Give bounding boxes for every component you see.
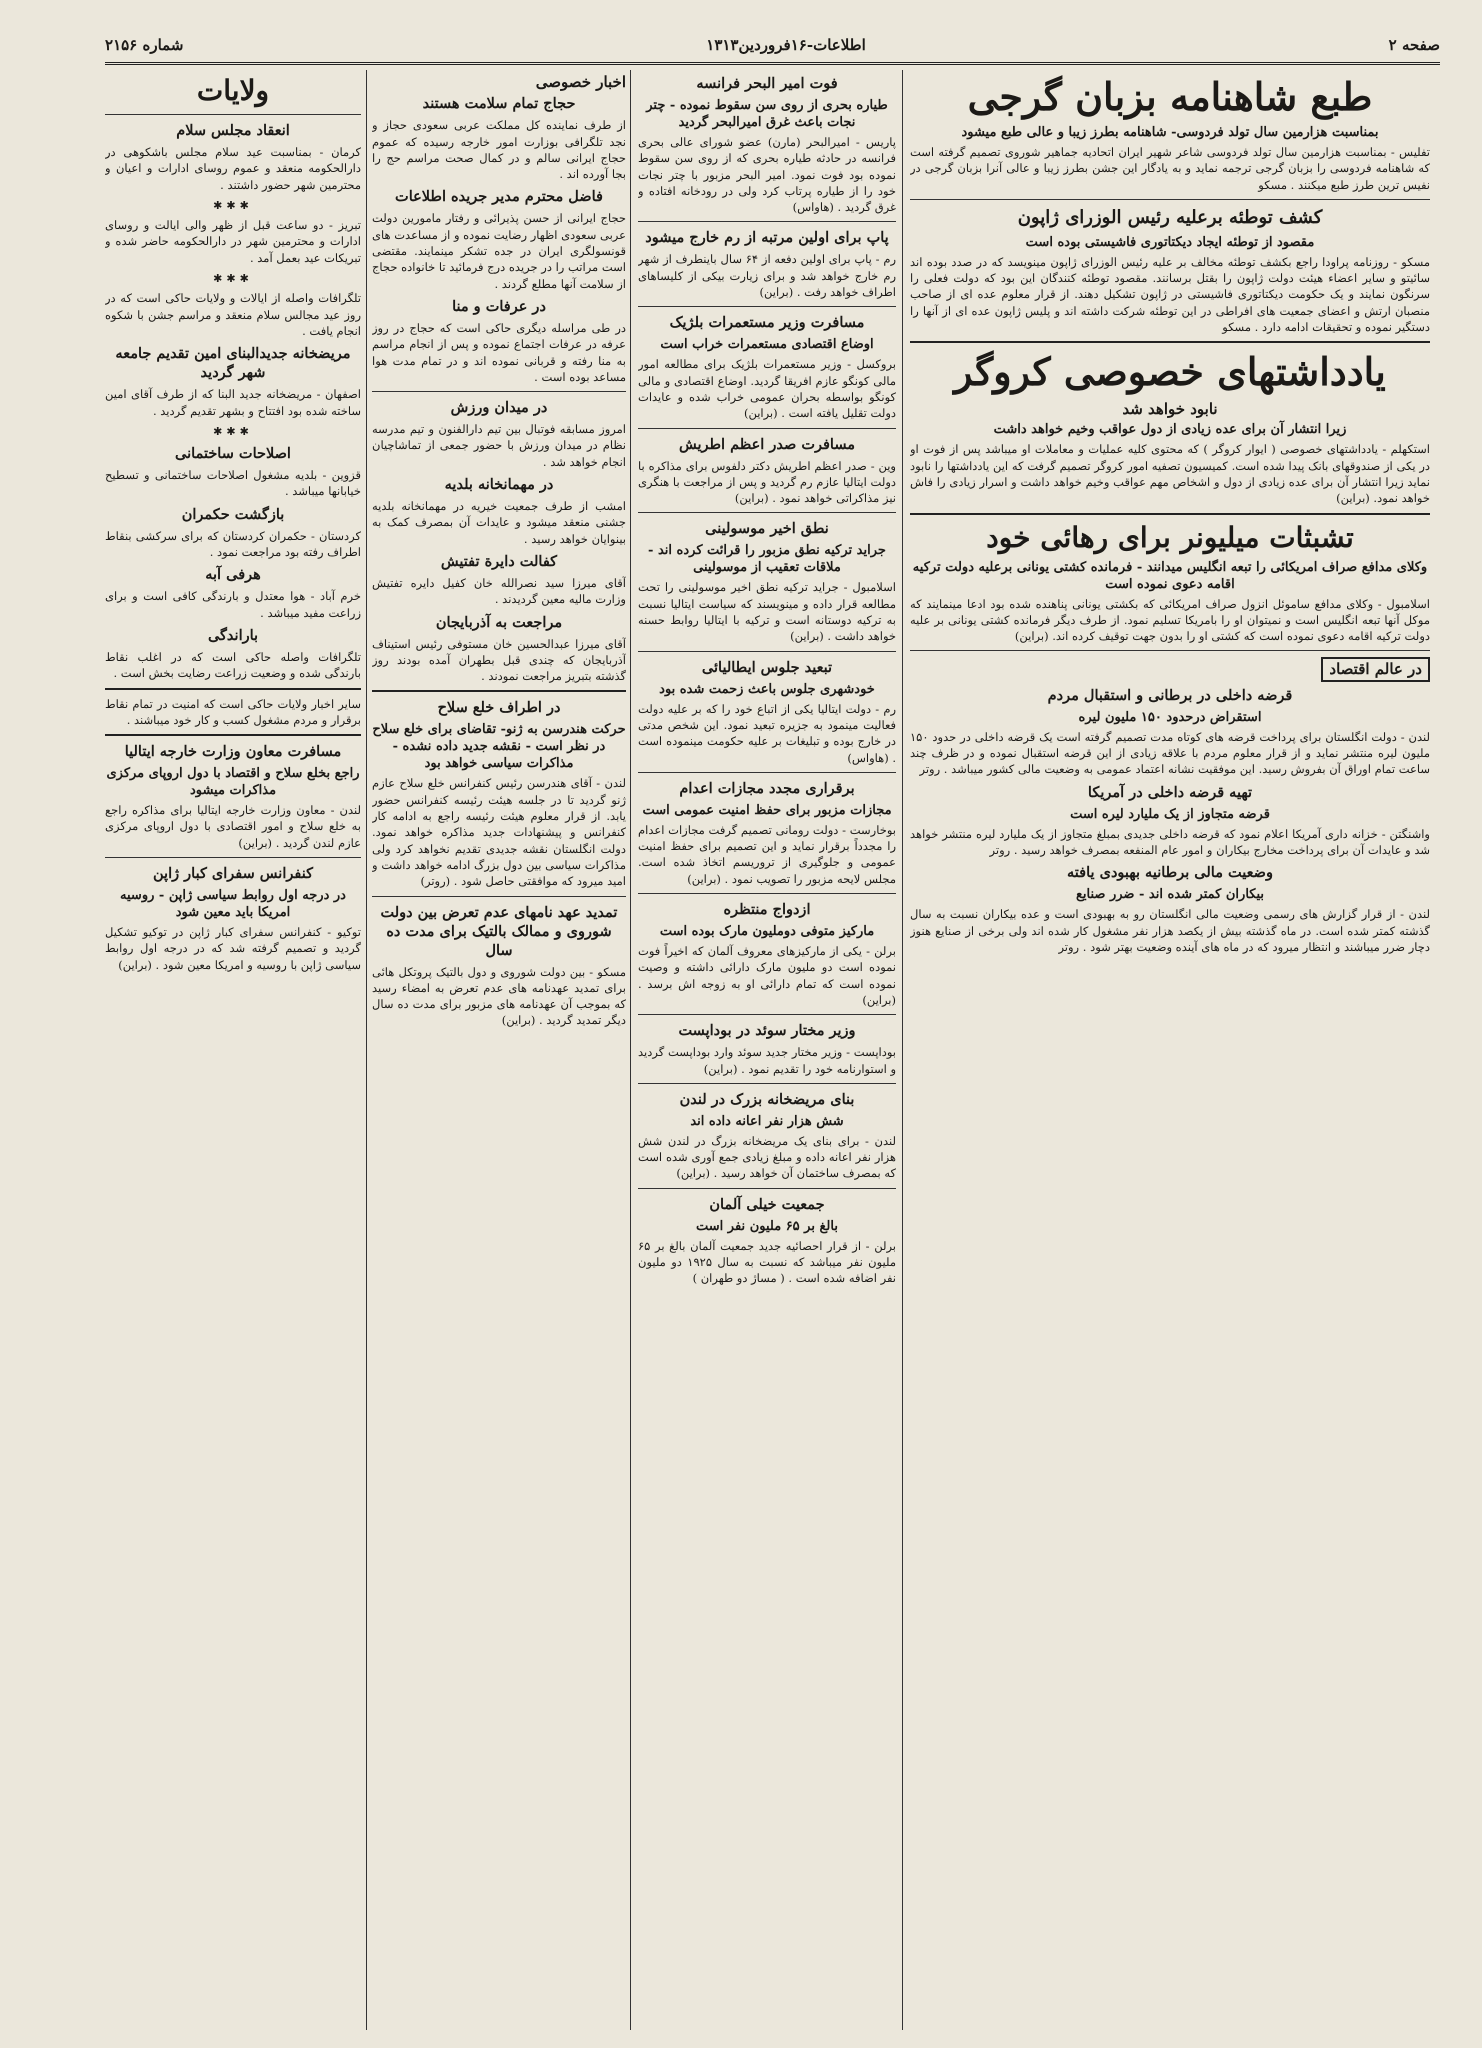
subhead-admiral: طیاره بحری از روی سن سقوط نموده - چتر نجات باعث غرق امیرالبحر گردید bbox=[646, 98, 888, 130]
subhead-uk-loan: استقراض درحدود ۱۵۰ ملیون لیره bbox=[1078, 709, 1262, 725]
divider bbox=[372, 896, 626, 897]
headline-mussolini: نطق اخیر موسولینی bbox=[705, 520, 829, 538]
masthead bbox=[105, 30, 1440, 60]
headline-letter: فاضل محترم مدیر جریده اطلاعات bbox=[395, 188, 603, 206]
subhead-japan-plot: مقصود از توطئه ایجاد دیکتاتوری فاشیستی بوده است bbox=[1025, 234, 1315, 250]
headline-construction: اصلاحات ساختمانی bbox=[175, 445, 291, 463]
story-japan-conference: توکیو - کنفرانس سفرای کبار ژاپن در توکیو تشکیل گردید و تصمیم گرفته شد که در درجه اول روابط سیاسی ژاپن با روسیه و امریکا معین شود . (براین) bbox=[105, 925, 361, 972]
story-pilgrims: از طرف نماینده کل مملکت عربی سعودی حجاز و نجد تلگرافی بوزارت امور خارجه رسیده که عموم حجاج ایرانی سالم و در کمال صحت مراسم حج را بجا آورده اند . bbox=[372, 118, 626, 182]
divider bbox=[910, 341, 1430, 343]
headline-hospital-isfahan: مریضخانه جدیدالبنای امین تقدیم جامعه شهر گردید bbox=[115, 345, 351, 382]
headline-us-loan: تهیه قرضه داخلی در آمریکا bbox=[1087, 783, 1253, 801]
divider bbox=[105, 857, 361, 858]
story-millionaire: اسلامبول - وکلای مدافع ساموئل انزول صراف امریکائی که بکشتی یونانی پناهنده شده بود ادعا مینمایند که موکل آنها تبعه انگلیس است و نمیتوان او را بامریکا تسلیم نمود. از طرف دیگر فرمانده کشتی یونانی بر علیه دولت ترکیه اقامه دعوی نموده است که کشتی او را بدون جهت توقیف کرده اند. (براین) bbox=[910, 596, 1430, 644]
column-right bbox=[910, 70, 1430, 2030]
story-belgium: بروکسل - وزیر مستعمرات بلژیک برای مطالعه امور مالی کونگو عازم افریقا گردید. اوضاع اقتصادی و مالی کونگو بواسطه بحران عمومی خراب شده و عایدات دولت تقلیل یافته است . (براین) bbox=[638, 357, 896, 421]
story-uk-loan: لندن - دولت انگلستان برای پرداخت قرضه های کوتاه مدت تصمیم گرفته است یک قرضه داخلی در حدود ۱۵۰ ملیون لیره منتشر نماید و از قرار معلوم مردم با علاقه زیادی از این قرضه استقبال نموده و در ظرف چند ساعت تمام اوراق آن بفروش رسید. این موفقیت نشانه اعتماد عمومی به وضعیت مالی کشور میباشد . روتر bbox=[910, 729, 1430, 777]
headline-population: جمعیت خیلی آلمان bbox=[709, 1195, 825, 1213]
divider bbox=[638, 651, 896, 652]
story-telegrams: تلگرافات واصله از ایالات و ولایات حاکی است که در روز عید مجالس سلام منعقد و مراسم جشن با شکوه انجام یافت . bbox=[105, 291, 361, 338]
divider bbox=[638, 893, 896, 894]
stars-divider: ✱✱✱ bbox=[213, 198, 253, 212]
headline-death-penalty: برقراری مجدد مجازات اعدام bbox=[679, 779, 855, 797]
headline-governor-return: بازگشت حکمران bbox=[181, 505, 285, 523]
headline-austria: مسافرت صدر اعظم اطریش bbox=[678, 435, 856, 453]
story-qazvin: قزوین - بلدیه مشغول اصلاحات ساختمانی و تسطیح خیابانها میباشد . bbox=[105, 468, 361, 499]
headline-sports: در میدان ورزش bbox=[450, 399, 548, 417]
story-admiral: پاریس - امیرالبحر (مارن) عضو شورای عالی بحری فرانسه در حادثه طیاره بحری که از روی سن سقوط نموده بود فوت نمود. امیر البحر مزبور با چتر نجات خود را از طیاره پرتاب کرد ولی در رودخانه افتاده و غرق گردید . (هاواس) bbox=[638, 135, 896, 215]
column-center-left bbox=[372, 70, 626, 2030]
divider bbox=[638, 512, 896, 513]
stars-divider: ✱✱✱ bbox=[213, 424, 253, 438]
story-khorramabad: خرم آباد - هوا معتدل و بارندگی کافی است و برای زراعت مفید میباشد . bbox=[105, 589, 361, 620]
divider bbox=[638, 1014, 896, 1015]
divider bbox=[105, 114, 361, 115]
column-center-right bbox=[638, 70, 896, 2030]
divider bbox=[910, 199, 1430, 200]
story-tabriz: تبریز - دو ساعت قبل از ظهر والی ایالت و روسای ادارات و محترمین شهر در دارالحکومه حاضر شده و تبریکات عید بعمل آمد . bbox=[105, 218, 361, 265]
headline-japan-plot: کشف توطئه برعلیه رئیس الوزرای ژاپون bbox=[1017, 206, 1323, 228]
story-arafat: در طی مراسله دیگری حاکی است که حجاج در روز عرفه در عرفات اجتماع نموده و پس از انجام مراسم به منا رفته و قربانی نموده اند و در تمام مدت هوا مساعد بوده است . bbox=[372, 320, 626, 384]
subhead-population: بالغ بر ۶۵ ملیون نفر است bbox=[696, 1218, 838, 1234]
divider bbox=[372, 690, 626, 692]
headline-shahnameh: طبع شاهنامه بزبان گرجی bbox=[967, 74, 1373, 119]
headline-municipal-hotel: در مهمانخانه بلدیه bbox=[444, 476, 554, 494]
headline-rainfall: باراندگی bbox=[207, 626, 259, 644]
subhead-death-penalty: مجازات مزبور برای حفظ امنیت عمومی است bbox=[642, 802, 892, 818]
economy-label: در عالم اقتصاد bbox=[1321, 657, 1430, 681]
story-uk-finance: لندن - از قرار گزارش های رسمی وضعیت مالی انگلستان رو به بهبودی است و عده بیکاران نسبت به سال گذشته کمتر شده است. در ماه گذشته بیش از یکصد هزار نفر مشغول کار شده اند ولی برخی از صنایع هنوز دچار ضرر میباشند و انتظار میرود که در ماه های آینده وضعیت بهتر شود . روتر bbox=[910, 907, 1430, 954]
story-sports: امروز مسابقه فوتبال بین تیم دارالفنون و تیم مدرسه نظام در میدان ورزش با حضور جمعی از تماشاچیان انجام خواهد شد . bbox=[372, 422, 626, 469]
subhead-disarmament: حرکت هندرسن به ژنو- تقاضای برای خلع سلاح در نظر است - نقشه جدید داده نشده - مذاکرات سیاسی خواهد بود bbox=[372, 722, 626, 772]
headline-pope: پاپ برای اولین مرتبه از رم خارج میشود bbox=[645, 229, 889, 247]
story-sweden: بوداپست - وزیر مختار جدید سوئد وارد بوداپست گردید و استوارنامه خود را تقدیم نمود . (براین) bbox=[638, 1045, 896, 1076]
story-inspection: آقای میرزا سید نصرالله خان کفیل دایره تفتیش وزارت مالیه معین گردیدند . bbox=[372, 575, 626, 607]
headline-kreuger: یادداشتهای خصوصی کروگر bbox=[954, 349, 1386, 395]
column-rule bbox=[630, 70, 631, 2030]
paper-date: اطلاعات-۱۶فروردین۱۳۱۳ bbox=[706, 36, 866, 54]
story-letter: حجاج ایرانی از حسن پذیرائی و رفتار مامورین دولت عربی سعودی اظهار رضایت نموده و از مساعدت های قونسولگری ایران در جده تشکر مینمایند. مقتضی است مراتب را در جریده درج فرمائید تا خانواده حجاج از سلامت آنها مطلع گردند . bbox=[372, 211, 626, 291]
story-austria: وین - صدر اعظم اطریش دکتر دلفوس برای مذاکره با دولت ایتالیا عازم رم گردید و پس از مراجعت با هنگری نیز مذاکراتی خواهد نمود . (براین) bbox=[638, 458, 896, 506]
headline-sweden: وزیر مختار سوئد در بوداپست bbox=[678, 1022, 856, 1040]
headline-azerbaijan: مراجعت به آذربایجان bbox=[435, 613, 563, 631]
headline-uk-finance: وضعیت مالی برطانیه بهبودی یافته bbox=[1067, 864, 1273, 882]
story-kreuger: استکهلم - یادداشتهای خصوصی ( ایوار کروگر ) که محتوی کلیه عملیات و معاملات او میباشد پس از فوت او در یکی از صندوقهای بانک پیدا شده است. کمیسیون تصفیه امور کروگر تصمیم گرفت که این یادداشتها را نابود نماید زیرا انتشار آن برای عده زیادی از دول و اشخاص مهم عواقب وخیم خواهد داشت و اسرار زیادی را فاش خواهد نمود. (براین) bbox=[910, 442, 1430, 506]
story-japan-plot: مسکو - روزنامه پراودا راجع بکشف توطئه مخالف بر علیه رئیس الوزرای ژاپون مینویسد که در صدد بوده اند سائیتو و سایر اعضاء هیئت دولت ژاپون را بقتل برسانند. مقصود توطئه کنندگان این بود که دولت فعلی را سرنگون نمایند و یک حکومت دیکتاتوری فاشیستی در ژاپون تشکیل دهند. از قرار معلوم عده ای از صاحب منصبان ارتش و اعضای جمعیت های افراطی در این توطئه شرکت داشته اند و پلیس ژاپون عده ای از آنها را دستگیر نموده و تحقیقات ادامه دارد . مسکو bbox=[910, 254, 1430, 335]
subhead-italy-trip: راجع بخلع سلاح و اقتصاد با دول اروپای مرکزی مذاکرات میشود bbox=[106, 766, 360, 799]
masthead-rule bbox=[105, 62, 1440, 65]
headline-hospital: بنای مریضخانه بزرک در لندن bbox=[679, 1090, 855, 1108]
headline-italy-trip: مسافرت معاون وزارت خارجه ایتالیا bbox=[124, 743, 342, 761]
subhead-exile: خودشهری جلوس باعث زحمت شده بود bbox=[659, 681, 875, 697]
story-death-penalty: بوخارست - دولت رومانی تصمیم گرفت مجازات اعدام را مجدداً برقرار نماید و این تصمیم برای حفظ امنیت عمومی و جلوگیری از تروریسم اتخاذ شده است. مجلس لایحه مزبور را تصویب نمود . (براین) bbox=[638, 822, 896, 886]
divider bbox=[638, 428, 896, 429]
subhead-kreuger: نابود خواهد شد bbox=[1122, 400, 1218, 419]
subhead-millionaire: وکلای مدافع صراف امریکائی را تبعه انگلیس میدانند - فرمانده کشتی یونانی برعلیه دولت ترکیه اقامه دعوی نموده است bbox=[912, 559, 1428, 592]
page-label: صفحه ۲ bbox=[1388, 36, 1440, 54]
headline-exile: تبعید جلوس ایطالیائی bbox=[701, 658, 833, 676]
story-security: سایر اخبار ولایات حاکی است که امنیت در تمام نقاط برقرار و مردم مشغول کسب و کار خود میباشند . bbox=[105, 696, 361, 727]
divider bbox=[638, 306, 896, 307]
story-population: برلن - از قرار احصائیه جدید جمعیت آلمان بالغ بر ۶۵ ملیون نفر میباشد که نسبت به سال ۱۹۲۵ دو ملیون نفر اضافه شده است . ( مساژ دو طهران ) bbox=[638, 1238, 896, 1286]
story-marquis: برلن - یکی از مارکیزهای معروف آلمان که اخیراً فوت نموده است دو ملیون مارک دارائی داشته و وصیت نموده است که تمام دارائی او به زوجه اش برسد . (براین) bbox=[638, 944, 896, 1007]
headline-arafat: در عرفات و منا bbox=[452, 297, 546, 315]
story-exile: رم - دولت ایتالیا یکی از اتباع خود را که بر علیه دولت فعالیت مینمود به جزیره تبعید نمود. این شخص مدتی در خارج بوده و تبلیغات بر علیه حکومت مینموده است . (هاواس) bbox=[638, 701, 896, 765]
story-mussolini: اسلامبول - جراید ترکیه نطق اخیر موسولینی را تحت مطالعه قرار داده و مینویسند که سیاست ایتالیا نسبت به ترکیه دوستانه است و ترکیه با ایتالیا روابط حسنه خواهد داشت . (براین) bbox=[638, 580, 896, 644]
column-rule bbox=[366, 70, 367, 2030]
subhead-marquis: مارکیز متوفی دوملیون مارک بوده است bbox=[659, 924, 875, 940]
story-disarmament: لندن - آقای هندرسن رئیس کنفرانس خلع سلاح عازم ژنو گردید تا در جلسه هیئت رئیسه کنفرانس حضور یابد. از قرار معلوم هیئت رئیسه راجع به ادامه کار کنفرانس و پیشنهادات جدید مذاکره خواهد نمود. دولت انگلستان نقشه جدیدی تقدیم نخواهد کرد ولی مذاکرات سیاسی بین دول بزرگ ادامه خواهد داشت و امید میرود که موافقتی حاصل شود . (روتر) bbox=[372, 776, 626, 889]
headline-japan-conference: کنفرانس سفرای کبار ژاپن bbox=[153, 865, 313, 883]
divider bbox=[910, 650, 1430, 651]
tagline-kreuger: زیرا انتشار آن برای عده زیادی از دول عواقب وخیم خواهد داشت bbox=[993, 422, 1347, 438]
story-azerbaijan: آقای میرزا عبدالحسین خان مستوفی رئیس استیناف آذربایجان که چندی قبل بطهران آمده بودند روز گذشته بتبریز مراجعت نمودند . bbox=[372, 636, 626, 684]
subhead-mussolini: جراید ترکیه نطق مزبور را قرائت کرده اند - ملاقات تعقیب از موسولینی bbox=[648, 543, 886, 576]
story-baltic: مسکو - بین دولت شوروی و دول بالتیک پروتکل هائی برای تمدید عهدنامه های عدم تعرض به امضاء رسید که بموجب آن عهدنامه های مزبور برای مدت ده سال دیگر تمدید گردید . (براین) bbox=[372, 964, 626, 1028]
story-isfahan: اصفهان - مریضخانه جدید البنا که از طرف آقای امین ساخته شده بود افتتاح و بشهر تقدیم گردید . bbox=[105, 387, 361, 418]
column-rule bbox=[902, 70, 903, 2030]
stars-divider: ✱✱✱ bbox=[213, 272, 253, 286]
story-italy-trip: لندن - معاون وزارت خارجه ایتالیا برای مذاکره راجع به خلع سلاح و امور اقتصادی با دول اروپای مرکزی عازم لندن گردید . (براین) bbox=[105, 803, 361, 850]
subhead-hospital: شش هزار نفر اعانه داده اند bbox=[690, 1113, 844, 1129]
divider bbox=[638, 1188, 896, 1189]
headline-pilgrims: حجاج تمام سلامت هستند bbox=[422, 95, 576, 113]
headline-disarmament: در اطراف خلع سلاح bbox=[437, 699, 561, 717]
subhead-uk-finance: بیکاران کمتر شده اند - ضرر صنایع bbox=[1076, 887, 1264, 903]
headline-uk-loan: قرضه داخلی در برطانی و استقبال مردم bbox=[1047, 686, 1293, 704]
headline-admiral: فوت امیر البحر فرانسه bbox=[696, 75, 838, 92]
divider bbox=[372, 391, 626, 392]
divider bbox=[105, 734, 361, 736]
story-kerman: کرمان - بمناسبت عید سلام مجلس باشکوهی در دارالحکومه منعقد و عموم روسای ادارات و اعیان و محترمین شهر حضور داشتند . bbox=[105, 145, 361, 192]
headline-weather: هرفی آبه bbox=[205, 566, 261, 584]
issue-number: شماره ۲۱۵۶ bbox=[105, 36, 184, 54]
divider bbox=[638, 772, 896, 773]
private-news-label: اخبار خصوصی bbox=[535, 73, 626, 91]
headline-baltic: تمدید عهد نامهای عدم تعرض بین دولت شوروی و ممالک بالتیک برای مدت ده سال bbox=[380, 903, 618, 959]
story-municipal-hotel: امشب از طرف جمعیت خیریه در مهمانخانه بلدیه جشنی منعقد میشود و عایدات آن بمصرف کمک به بینوایان خواهد رسید . bbox=[372, 499, 626, 546]
divider bbox=[638, 221, 896, 222]
subhead-belgium: اوضاع اقتصادی مستعمرات خراب است bbox=[660, 337, 874, 353]
divider bbox=[910, 513, 1430, 515]
headline-salam: انعقاد مجلس سلام bbox=[176, 122, 290, 139]
divider bbox=[105, 688, 361, 690]
headline-belgium: مسافرت وزیر مستعمرات بلژیک bbox=[669, 314, 865, 332]
story-shahnameh: تفلیس - بمناسبت هزارمین سال تولد فردوسی شاعر شهیر ایران اتحادیه جماهیر شوروی تصمیم گرفته است که شاهنامه فردوسی را بزبان گرجی ترجمه نماید و به یادگار این جشن بطرز زیبا و عالی آنرا بزبان گرجی در نفیس ترین طرز طبع میکنند . مسکو bbox=[910, 145, 1430, 192]
story-hospital: لندن - برای بنای یک مریضخانه بزرگ در لندن شش هزار نفر اعانه داده و مبلغ زیادی جمع آوری شده است که بمصرف ساختمان آن خواهد رسید . (براین) bbox=[638, 1133, 896, 1181]
economy-section-label bbox=[910, 657, 1430, 681]
divider bbox=[638, 1083, 896, 1084]
subhead-us-loan: قرضه متجاوز از یک ملیارد لیره است bbox=[1070, 806, 1270, 822]
column-left bbox=[105, 70, 361, 2030]
story-rainfall: تلگرافات واصله حاکی است که در اغلب نقاط بارندگی شده و وضعیت زراعت رضایت بخش است . bbox=[105, 649, 361, 681]
story-us-loan: واشنگتن - خزانه داری آمریکا اعلام نمود که قرضه داخلی جدیدی بمبلغ متجاوز از یک ملیارد لیره منتشر خواهد شد و عایدات آن برای پرداخت مخارج بیکاران و امور عام المنفعه بمصرف خواهد رسید . روتر bbox=[910, 826, 1430, 857]
subhead-japan-conference: در درجه اول روابط سیاسی ژاپن - روسیه امریکا باید معین شود bbox=[120, 888, 346, 921]
headline-marquis: ازدواج منتظره bbox=[723, 901, 811, 919]
headline-millionaire: تشبثات میلیونر برای رهائی خود bbox=[986, 520, 1354, 554]
story-kurdistan: کردستان - حکمران کردستان که برای سرکشی بنقاط اطراف رفته بود مراجعت نمود . bbox=[105, 528, 361, 560]
headline-provinces: ولایات bbox=[196, 74, 270, 107]
story-pope: رم - پاپ برای اولین دفعه از ۶۴ سال باینطرف از شهر رم خارج خواهد شد و برای زیارت بیکی از کلیساهای اطراف خواهد رفت . (براین) bbox=[638, 252, 896, 300]
headline-inspection: کفالت دایرة تفتیش bbox=[440, 552, 558, 570]
subhead-shahnameh: بمناسبت هزارمین سال تولد فردوسی- شاهنامه بطرز زیبا و عالی طبع میشود bbox=[961, 125, 1379, 140]
